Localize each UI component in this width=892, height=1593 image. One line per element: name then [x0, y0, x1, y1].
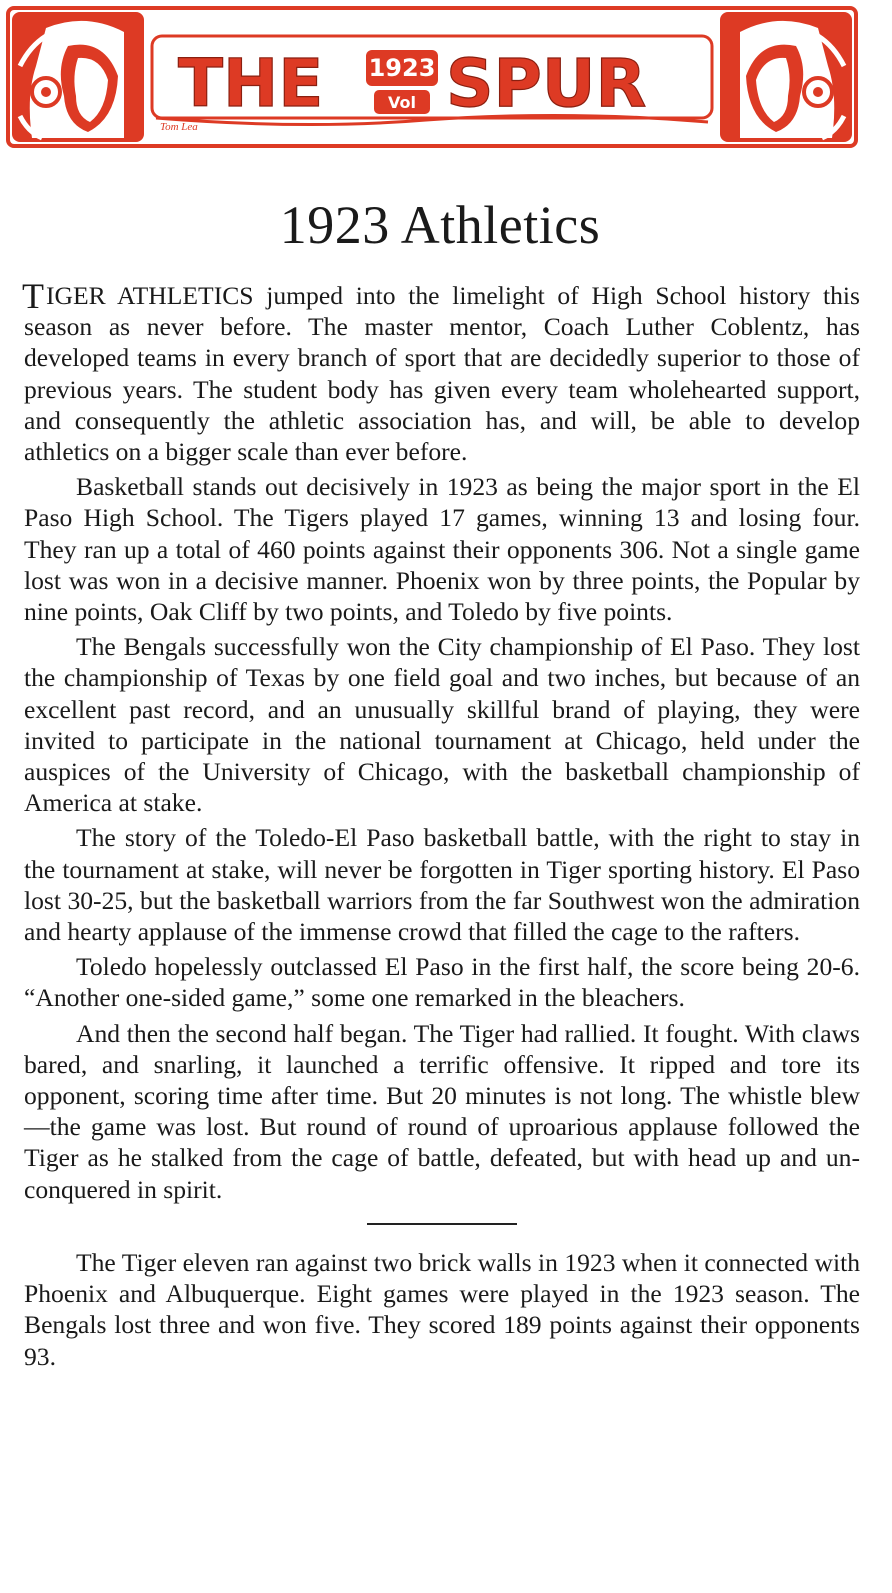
masthead-volume: Vol — [388, 93, 416, 112]
masthead-year: 1923 — [368, 54, 436, 82]
article-paragraph — [22, 276, 860, 467]
drop-cap: T — [22, 276, 44, 316]
artist-signature: Tom Lea — [160, 121, 198, 133]
article-paragraph: Toledo hopelessly outclassed El Paso in the first half, the score being 20-6. “Another one-sided game,” some one remarked in the bleachers. — [24, 952, 860, 1013]
article-paragraph: And then the second half began. The Tiger had rallied. It fought. With claws bared, and snarling, it launched a terrific offensive. It ripped and tore its opponent, scoring time after time. But 20 minutes is not long. The whistle blew—the game was lost. But round of round of uproarious applause followed the Tiger as he stalked from the cage of battle, defeated, but with head up and unconquered in spirit. — [24, 1018, 860, 1204]
article-body — [22, 276, 860, 1376]
article-paragraph: The Bengals successfully won the City championship of El Paso. They lost the championship of Texas by one field goal and two inches, but because of an excellent past record, and an unusually skillful brand of playing, they were invited to participate in the national tournament at Chicago, held under the auspices of the University of Chicago, with the basketball championship of America at stake. — [24, 632, 860, 818]
native-portrait-left-icon — [12, 12, 144, 142]
masthead-left-word: THE — [178, 45, 324, 122]
native-portrait-right-icon — [720, 12, 852, 142]
masthead-banner — [6, 6, 858, 154]
article-paragraph: Basketball stands out decisively in 1923 as being the major sport in the El Paso High School. The Tigers played 17 games, winning 13 and losing four. They ran up a total of 460 points against their opponents 306. Not a single game lost was won in a decisive manner. Phoenix won by three points, the Popular by nine points, Oak Cliff by two points, and Toledo by five points. — [24, 472, 860, 627]
section-divider — [367, 1223, 517, 1225]
football-paragraph: The Tiger eleven ran against two brick walls in 1923 when it connected with Phoenix and Albuquerque. Eight games were played in the 1923 season. The Bengals lost three and won five. They scored 189 points against their opponents 93. — [24, 1247, 860, 1371]
masthead-right-word: SPUR — [446, 45, 647, 122]
page-title: 1923 Athletics — [279, 195, 601, 255]
article-paragraph: The story of the Toledo-El Paso basketball battle, with the right to stay in the tournament at stake, will never be forgotten in Tiger sporting history. El Paso lost 30-25, but the basketball warriors from the far Southwest won the admiration and hearty applause of the immense crowd that filled the cage to the rafters. — [24, 823, 860, 947]
paragraph-text: IGER ATHLETICS jumped into the limelight of High School history this season as never before. The master mentor, Coach Luther Coblentz, has developed teams in every branch of sport that are decidedly superior to those of previous years. The student body has given every team wholehearted support, and consequently the athletic association has, and will, be able to develop athletics on a bigger scale than ever before. — [24, 281, 860, 467]
